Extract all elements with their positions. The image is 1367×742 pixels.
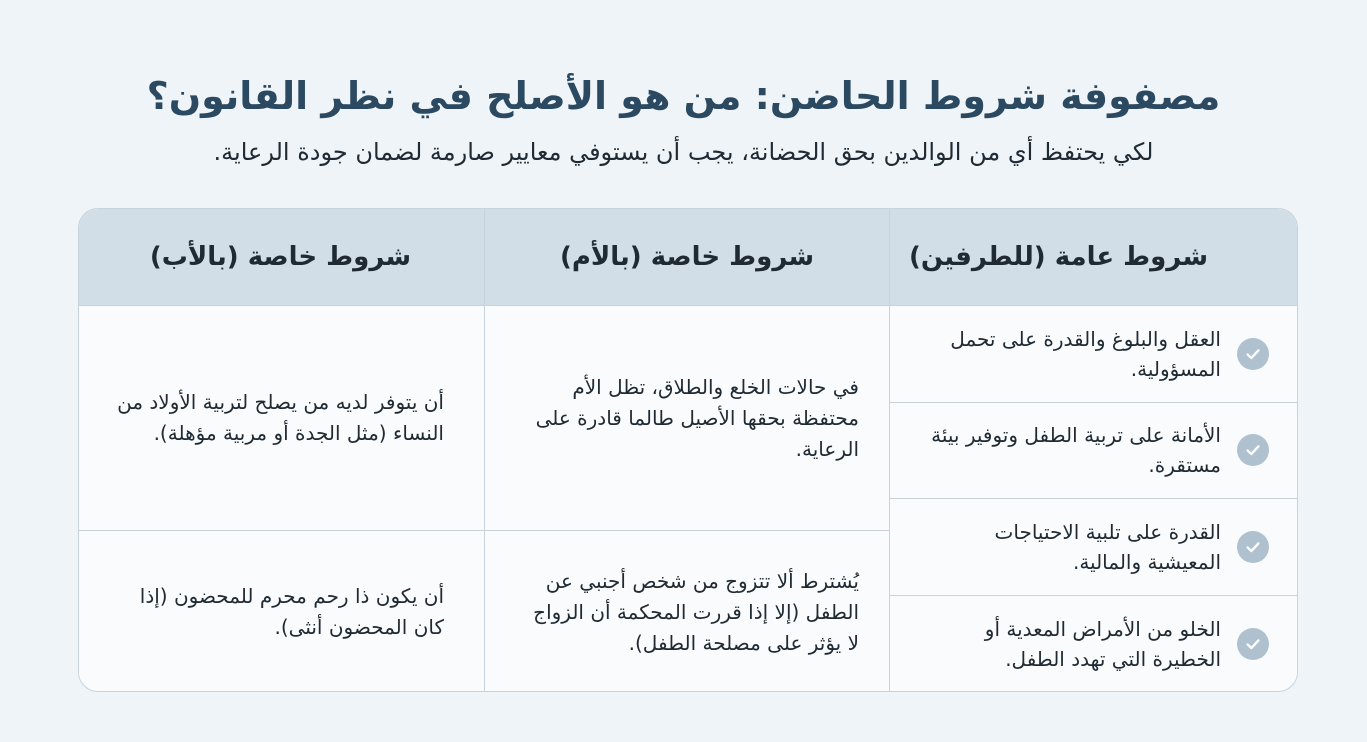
general-condition-row <box>890 403 1297 500</box>
father-conditions-header <box>78 209 484 306</box>
page-subtitle: لكي يحتفظ أي من الوالدين بحق الحضانة، يجب أن يستوفي معايير صارمة لضمان جودة الرعاية. <box>213 138 1154 166</box>
check-circle-icon <box>1237 338 1269 370</box>
father-condition-text: أن يكون ذا رحم محرم للمحضون (إذا كان المحضون أنثى). <box>139 584 444 639</box>
father-conditions-column <box>78 209 484 691</box>
check-circle-icon <box>1237 628 1269 660</box>
general-conditions-header-label: شروط عامة (للطرفين) <box>908 242 1209 272</box>
mother-conditions-header <box>485 209 889 306</box>
mother-condition-text: في حالات الخلع والطلاق، تظل الأم محتفظة بحقها الأصيل طالما قادرة على الرعاية. <box>535 374 859 461</box>
father-condition-cell <box>78 531 484 692</box>
mother-conditions-column <box>484 209 890 691</box>
general-condition-row <box>890 499 1297 596</box>
mother-conditions-header-label: شروط خاصة (بالأم) <box>559 242 815 272</box>
general-condition-text: الخلو من الأمراض المعدية أو الخطيرة التي تهدد الطفل. <box>984 616 1221 671</box>
check-circle-icon <box>1237 434 1269 466</box>
general-condition-row <box>890 596 1297 693</box>
father-condition-text: أن يتوفر لديه من يصلح لتربية الأولاد من النساء (مثل الجدة أو مربية مؤهلة). <box>117 390 444 445</box>
general-conditions-column <box>890 209 1297 691</box>
general-condition-text: العقل والبلوغ والقدرة على تحمل المسؤولية. <box>950 326 1221 381</box>
general-condition-text: الأمانة على تربية الطفل وتوفير بيئة مستقرة. <box>931 423 1221 478</box>
mother-condition-cell <box>485 306 889 531</box>
father-condition-cell <box>78 306 484 531</box>
general-condition-row <box>890 306 1297 403</box>
general-conditions-header <box>890 209 1297 306</box>
page-title: مصفوفة شروط الحاضن: من هو الأصلح في نظر القانون؟ <box>146 74 1221 118</box>
mother-condition-cell <box>485 531 889 692</box>
general-condition-text: القدرة على تلبية الاحتياجات المعيشية والمالية. <box>994 519 1221 574</box>
father-conditions-header-label: شروط خاصة (بالأب) <box>149 242 412 272</box>
mother-condition-text: يُشترط ألا تتزوج من شخص أجنبي عن الطفل (إلا إذا قررت المحكمة أن الزواج لا يؤثر على مصلحة الطفل). <box>533 568 859 655</box>
conditions-table <box>78 208 1298 692</box>
check-circle-icon <box>1237 531 1269 563</box>
